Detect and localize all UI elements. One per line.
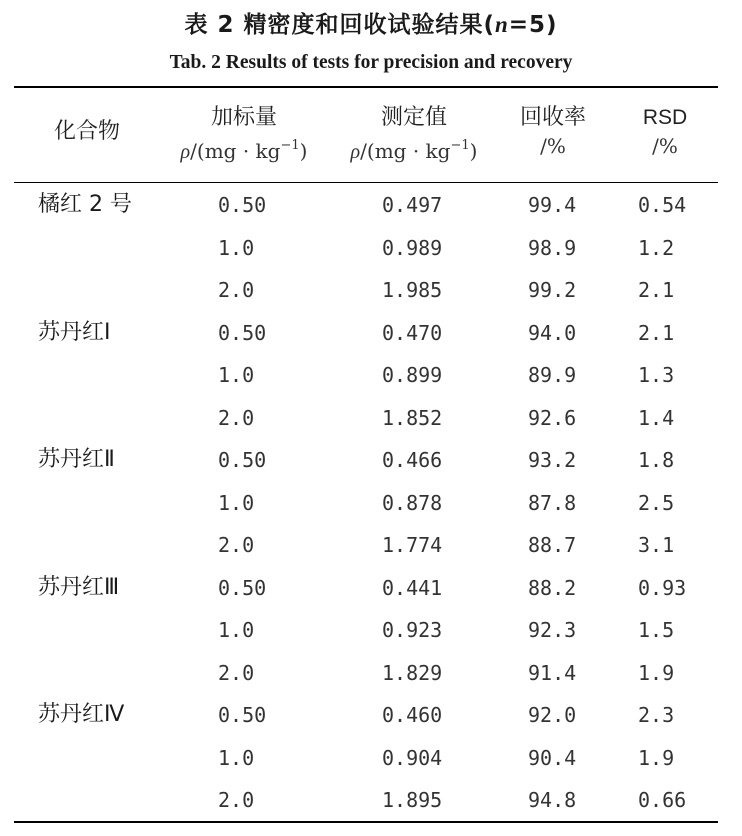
compound-cell: 橘红 2 号 xyxy=(38,192,132,217)
recovery-cell: 90.4 xyxy=(528,745,577,770)
added-cell: 0.50 xyxy=(218,193,267,217)
table-row xyxy=(0,694,742,736)
table-row xyxy=(0,439,742,481)
table-row xyxy=(0,269,742,311)
table-row xyxy=(0,779,742,821)
rho-symbol: ρ xyxy=(180,141,191,163)
header-recovery xyxy=(498,102,608,158)
measured-cell: 0.904 xyxy=(382,745,443,770)
header-measured-unit xyxy=(330,134,498,164)
recovery-cell: 92.6 xyxy=(528,405,577,430)
table-row xyxy=(0,524,742,566)
measured-cell: 1.829 xyxy=(382,660,443,685)
header-rsd-unit: /% xyxy=(652,134,678,158)
compound-cell: 苏丹红Ⅱ xyxy=(38,447,115,472)
recovery-cell: 98.9 xyxy=(528,235,577,260)
recovery-cell: 94.0 xyxy=(528,320,577,345)
table-row xyxy=(0,482,742,524)
header-measured xyxy=(330,102,498,164)
added-cell: 0.50 xyxy=(218,703,267,727)
rsd-cell: 0.54 xyxy=(638,193,687,217)
recovery-cell: 88.2 xyxy=(528,575,577,600)
rsd-cell: 1.4 xyxy=(638,405,675,430)
added-cell: 2.0 xyxy=(218,278,255,302)
added-cell: 1.0 xyxy=(218,363,255,387)
rsd-cell: 3.1 xyxy=(638,533,675,557)
measured-cell: 0.441 xyxy=(382,575,443,600)
added-cell: 0.50 xyxy=(218,320,267,345)
rsd-cell: 2.1 xyxy=(638,320,675,345)
measured-cell: 0.923 xyxy=(382,618,443,642)
unit-exponent: −1 xyxy=(280,138,300,153)
measured-cell: 0.470 xyxy=(382,320,443,345)
added-cell: 0.50 xyxy=(218,448,267,472)
rsd-cell: 1.3 xyxy=(638,363,675,387)
added-cell: 2.0 xyxy=(218,788,255,812)
rsd-cell: 2.5 xyxy=(638,490,675,515)
recovery-cell: 89.9 xyxy=(528,363,577,387)
measured-cell: 1.774 xyxy=(382,533,443,557)
header-recovery-label: 回收率 xyxy=(519,105,586,130)
header-added-label: 加标量 xyxy=(210,105,277,130)
bottom-rule xyxy=(14,821,718,823)
table-row xyxy=(0,312,742,354)
top-rule xyxy=(14,86,718,88)
rsd-cell: 2.3 xyxy=(638,703,675,727)
rsd-cell: 1.9 xyxy=(638,660,675,685)
rsd-cell: 1.2 xyxy=(638,235,675,260)
compound-cell: 苏丹红Ⅰ xyxy=(38,319,111,345)
table-row xyxy=(0,354,742,396)
added-cell: 1.0 xyxy=(218,235,255,260)
header-added xyxy=(160,102,328,164)
unit-close: ) xyxy=(299,139,308,163)
title-cn-prefix: 表 2 精密度和回收试验结果( xyxy=(184,12,495,38)
compound-cell: 苏丹红Ⅲ xyxy=(38,574,120,600)
added-cell: 1.0 xyxy=(218,618,255,642)
rsd-cell: 1.5 xyxy=(638,618,675,642)
added-cell: 2.0 xyxy=(218,660,255,685)
title-cn-n: n xyxy=(494,12,509,37)
recovery-cell: 88.7 xyxy=(528,533,577,557)
rsd-cell: 0.66 xyxy=(638,788,687,812)
recovery-cell: 91.4 xyxy=(528,660,577,685)
unit-exponent: −1 xyxy=(450,138,470,153)
measured-cell: 0.460 xyxy=(382,703,443,727)
table-title-cn xyxy=(0,6,742,39)
table-row xyxy=(0,652,742,694)
header-added-unit xyxy=(160,134,328,164)
measured-cell: 1.985 xyxy=(382,278,443,302)
rsd-cell: 1.8 xyxy=(638,448,675,472)
table-title-en: Tab. 2 Results of tests for precision and recovery xyxy=(169,52,573,73)
recovery-cell: 99.4 xyxy=(528,193,577,217)
table-row xyxy=(0,184,742,226)
measured-cell: 0.497 xyxy=(382,193,443,217)
recovery-cell: 99.2 xyxy=(528,278,577,302)
measured-cell: 0.878 xyxy=(382,490,443,515)
measured-cell: 0.899 xyxy=(382,363,443,387)
recovery-cell: 92.3 xyxy=(528,618,577,642)
recovery-cell: 92.0 xyxy=(528,703,577,727)
unit-close: ) xyxy=(469,139,478,163)
recovery-cell: 87.8 xyxy=(528,490,577,515)
header-recovery-unit: /% xyxy=(540,134,566,158)
added-cell: 1.0 xyxy=(218,490,255,515)
measured-cell: 1.852 xyxy=(382,405,443,430)
added-cell: 0.50 xyxy=(218,575,267,600)
recovery-cell: 94.8 xyxy=(528,788,577,812)
table-row xyxy=(0,227,742,269)
table-row xyxy=(0,567,742,609)
added-cell: 2.0 xyxy=(218,533,255,557)
header-compound-label: 化合物 xyxy=(53,119,120,144)
measured-cell: 1.895 xyxy=(382,788,443,812)
unit-text: /(mg · kg xyxy=(360,139,451,163)
compound-cell: 苏丹红Ⅳ xyxy=(38,702,125,727)
table-row xyxy=(0,737,742,779)
header-measured-label: 测定值 xyxy=(380,105,447,130)
title-cn-suffix: =5) xyxy=(508,12,558,38)
rsd-cell: 1.9 xyxy=(638,745,675,770)
added-cell: 1.0 xyxy=(218,745,255,770)
header-rsd-label: RSD xyxy=(642,106,688,129)
added-cell: 2.0 xyxy=(218,405,255,430)
measured-cell: 0.989 xyxy=(382,235,443,260)
header-rule xyxy=(14,182,718,183)
measured-cell: 0.466 xyxy=(382,448,443,472)
header-compound xyxy=(20,116,154,148)
recovery-cell: 93.2 xyxy=(528,448,577,472)
header-rsd xyxy=(612,102,718,158)
rho-symbol: ρ xyxy=(350,141,361,163)
table-row xyxy=(0,609,742,651)
unit-text: /(mg · kg xyxy=(190,139,281,163)
rsd-cell: 0.93 xyxy=(638,575,687,600)
rsd-cell: 2.1 xyxy=(638,278,675,302)
table-row xyxy=(0,397,742,439)
